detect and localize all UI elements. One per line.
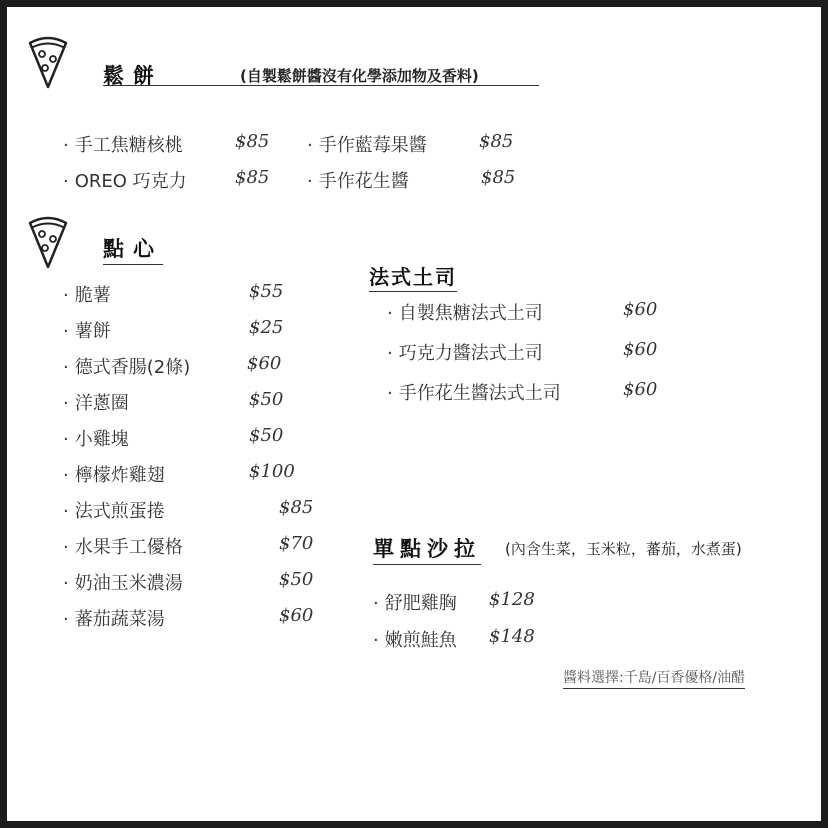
salad-note: (內含生菜，玉米粒，蕃茄，水煮蛋) bbox=[505, 540, 742, 558]
list-item: · 水果手工優格 bbox=[63, 533, 183, 559]
list-item: · 手工焦糖核桃 bbox=[63, 131, 183, 157]
list-item: · 洋蔥圈 bbox=[63, 389, 129, 415]
item-price: $70 bbox=[279, 533, 314, 554]
pizza-slice-icon bbox=[27, 215, 69, 269]
item-price: $60 bbox=[623, 299, 658, 320]
list-item: · 蕃茄蔬菜湯 bbox=[63, 605, 165, 631]
item-price: $128 bbox=[489, 589, 535, 610]
list-item: · 自製焦糖法式土司 bbox=[387, 299, 543, 325]
item-price: $50 bbox=[249, 389, 284, 410]
item-price: $85 bbox=[235, 131, 270, 152]
salad-title: 單點沙拉 bbox=[373, 533, 481, 565]
item-price: $85 bbox=[481, 167, 516, 188]
list-item: · 小雞塊 bbox=[63, 425, 129, 451]
snacks-title: 點心 bbox=[103, 233, 163, 265]
list-item: · 薯餅 bbox=[63, 317, 111, 343]
item-price: $85 bbox=[279, 497, 314, 518]
list-item: · 舒肥雞胸 bbox=[373, 589, 457, 615]
waffle-title: 鬆餅 bbox=[103, 64, 163, 88]
list-item: · 嫩煎鮭魚 bbox=[373, 626, 457, 652]
item-price: $85 bbox=[479, 131, 514, 152]
list-item: · OREO 巧克力 bbox=[63, 167, 187, 193]
item-price: $25 bbox=[249, 317, 284, 338]
list-item: · 脆薯 bbox=[63, 281, 111, 307]
item-price: $50 bbox=[249, 425, 284, 446]
item-price: $60 bbox=[623, 339, 658, 360]
list-item: · 手作花生醬 bbox=[307, 167, 409, 193]
item-price: $100 bbox=[249, 461, 295, 482]
item-price: $148 bbox=[489, 626, 535, 647]
menu-page bbox=[7, 7, 821, 821]
sauce-options: 醬料選擇:千島/百香優格/油醋 bbox=[563, 667, 745, 689]
pizza-slice-icon bbox=[27, 35, 69, 89]
list-item: · 巧克力醬法式土司 bbox=[387, 339, 543, 365]
item-price: $60 bbox=[247, 353, 282, 374]
list-item: · 奶油玉米濃湯 bbox=[63, 569, 183, 595]
item-price: $55 bbox=[249, 281, 284, 302]
toast-title: 法式土司 bbox=[369, 261, 457, 292]
item-price: $85 bbox=[235, 167, 270, 188]
list-item: · 手作花生醬法式土司 bbox=[387, 379, 561, 405]
list-item: · 法式煎蛋捲 bbox=[63, 497, 165, 523]
waffle-note: (自製鬆餅醬沒有化學添加物及香料) bbox=[240, 67, 479, 85]
item-price: $60 bbox=[279, 605, 314, 626]
item-price: $60 bbox=[623, 379, 658, 400]
list-item: · 檸檬炸雞翅 bbox=[63, 461, 165, 487]
item-price: $50 bbox=[279, 569, 314, 590]
list-item: · 德式香腸(2條) bbox=[63, 353, 190, 379]
list-item: · 手作藍莓果醬 bbox=[307, 131, 427, 157]
